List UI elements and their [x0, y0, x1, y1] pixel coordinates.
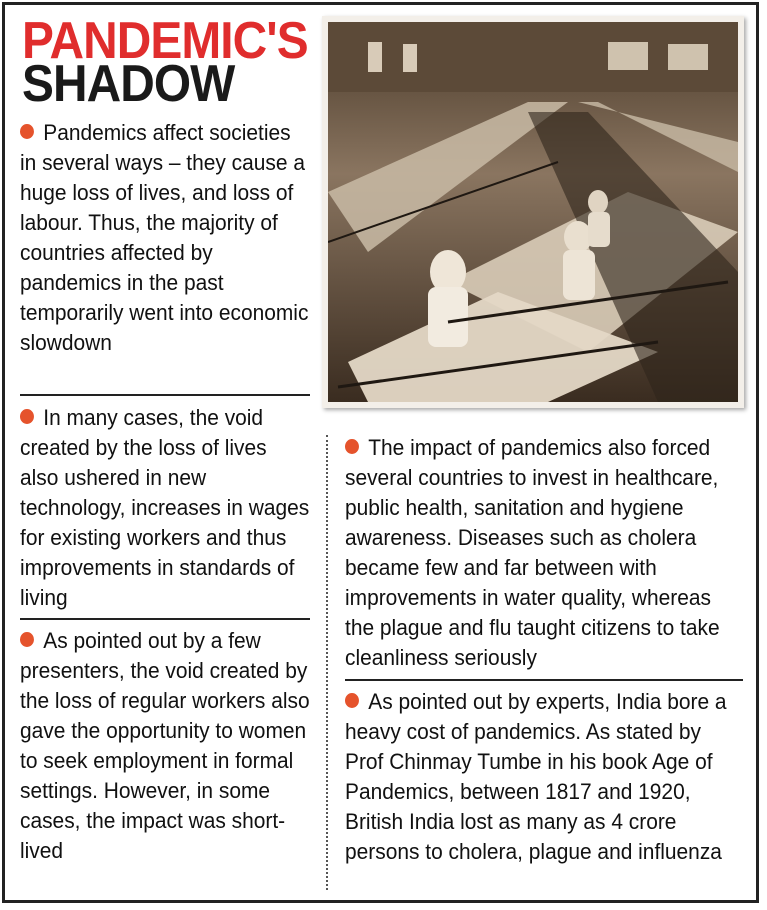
bullet-dot [20, 632, 34, 647]
paragraph-1 [20, 118, 310, 358]
paragraph-2 [20, 403, 310, 613]
bullet-dot [20, 409, 34, 424]
hospital-ward-photo [322, 16, 744, 408]
paragraph-5-text: As pointed out by experts, India bore a heavy cost of pandemics. As stated by Prof Chinmay Tumbe in his book Age of Pandemics, between 1817 and 1920, British India lost as many as 4 crore persons to cholera, plague and influenza [345, 689, 727, 864]
paragraph-3-text: As pointed out by a few presenters, the void created by the loss of regular workers also gave the opportunity to women to seek employment in formal settings. However, in some cases, the impact was short-lived [20, 628, 310, 863]
paragraph-2-text: In many cases, the void created by the loss of lives also ushered in new technology, increases in wages for existing workers and thus improvements in standards of living [20, 405, 310, 610]
bullet-dot [20, 124, 34, 139]
headline-line-2: SHADOW [22, 55, 235, 113]
headline [22, 12, 333, 113]
paragraph-1-text: Pandemics affect societies in several ways – they cause a huge loss of lives, and loss of labour. Thus, the majority of countries affected by pandemics in the past temporarily went into economic slowdown [20, 120, 309, 355]
divider [345, 679, 743, 681]
divider [20, 618, 310, 620]
headline-line-1: PANDEMIC'S [22, 12, 308, 70]
paragraph-4-text: The impact of pandemics also forced several countries to invest in healthcare, public health, sanitation and hygiene awareness. Diseases such as cholera became few and far between with improvements in water quality, whereas the plague and flu taught citizens to take cleanliness seriously [345, 435, 720, 670]
paragraph-3 [20, 626, 310, 866]
bullet-dot [345, 439, 359, 454]
paragraph-4 [345, 433, 739, 673]
paragraph-5 [345, 687, 739, 867]
hospital-ward-photo-icon [328, 22, 738, 402]
divider [20, 394, 310, 396]
column-separator [326, 435, 328, 890]
bullet-dot [345, 693, 359, 708]
